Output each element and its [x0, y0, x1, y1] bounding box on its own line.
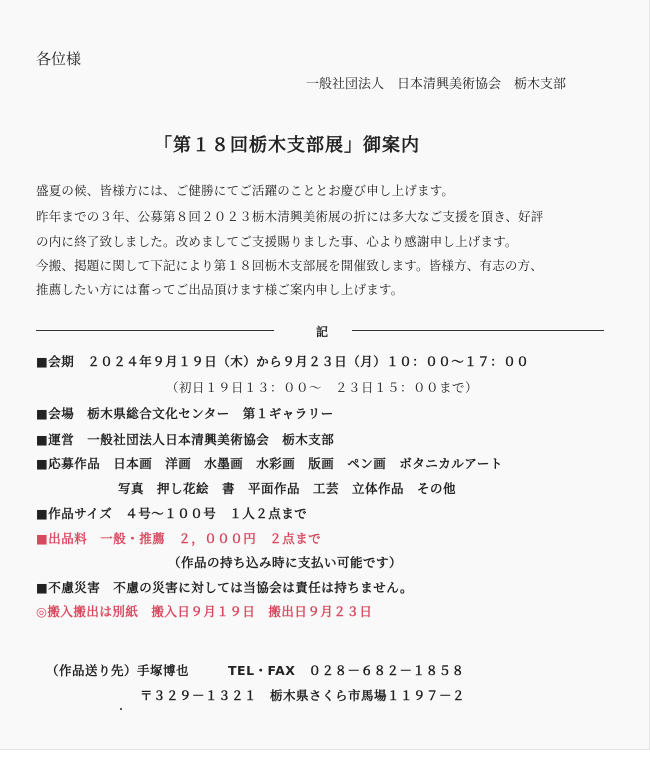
detail-disaster: ■不慮災害 不慮の災害に対しては当協会は責任は持ちません。 [36, 580, 414, 595]
detail-fee-note: （作品の持ち込み時に支払い可能です） [168, 555, 403, 570]
detail-venue: ■会場 栃木県総合文化センター 第１ギャラリー [36, 406, 334, 421]
divider-right [352, 330, 604, 331]
greeting-line-1: 盛夏の候、皆様方には、ご健勝にてご活躍のこととお慶び申し上げます。 [36, 183, 455, 198]
greeting-line-3: の内に終了致しました。改めましてご支援賜りました事、心より感謝申し上げます。 [36, 234, 518, 249]
detail-works: ■応募作品 日本画 洋画 水墨画 水彩画 版画 ペン画 ボタニカルアート [36, 456, 503, 471]
detail-operation: ■運営 一般社団法人日本清興美術協会 栃木支部 [36, 432, 335, 447]
detail-fee: ■出品料 一般・推薦 ２，０００円 ２点まで [36, 531, 322, 546]
ki-label: 記 [316, 325, 329, 339]
contact-line-2: 〒３２９－１３２１ 栃木県さくら市馬場１１９７－２ [140, 688, 466, 703]
addressee: 各位様 [36, 50, 82, 68]
detail-works-cont: 写真 押し花絵 書 平面作品 工芸 立体作品 その他 [118, 481, 457, 496]
organization-name: 一般社団法人 日本清興美術協会 栃木支部 [306, 77, 567, 92]
greeting-line-2: 昨年までの３年、公募第８回２０２３栃木清興美術展の折には多大なご支援を頂き、好評 [36, 209, 544, 224]
contact-line-1: （作品送り先）手塚博也 TEL・FAX ０２８－６８２－１８５８ [46, 663, 465, 678]
ink-dot [120, 708, 122, 710]
detail-delivery: ◎搬入搬出は別紙 搬入日９月１９日 搬出日９月２３日 [36, 604, 373, 619]
greeting-line-4: 今搬、掲題に関して下記により第１８回栃木支部展を開催致します。皆様方、有志の方、 [36, 258, 544, 273]
document-title: 「第１８回栃木支部展」御案内 [154, 135, 420, 156]
detail-period-note: （初日１９日１３：００～ ２３日１５：００まで） [166, 380, 479, 395]
detail-period: ■会期 ２０２４年９月１９日（木）から９月２３日（月）１０：００～１７：００ [36, 354, 530, 369]
divider-left [36, 330, 274, 331]
greeting-line-5: 推薦したい方には奮ってご出品頂けます様ご案内申し上げます。 [36, 282, 404, 297]
detail-size: ■作品サイズ ４号～１００号 １人２点まで [36, 506, 308, 521]
